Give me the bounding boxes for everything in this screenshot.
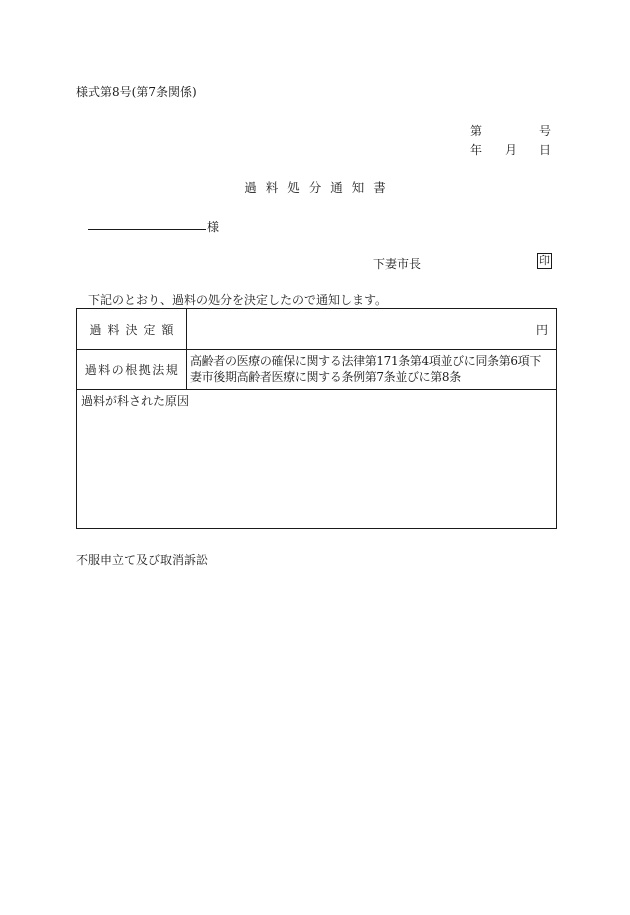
date-day-label: 日 xyxy=(539,143,552,157)
column-divider xyxy=(186,309,187,349)
appeal-heading: 不服申立て及び取消訴訟 xyxy=(76,553,209,567)
legal-basis-label: 過料の根拠法規 xyxy=(84,362,180,377)
column-divider xyxy=(186,349,187,389)
document-number-suffix: 号 xyxy=(539,124,552,138)
addressee-honorific: 様 xyxy=(207,220,220,234)
addressee-name-line xyxy=(88,229,206,230)
issuer-title: 下妻市長 xyxy=(373,257,422,271)
date-month-label: 月 xyxy=(505,143,518,157)
reason-label: 過料が科された原因 xyxy=(81,394,190,408)
amount-label: 過料決定額 xyxy=(89,322,180,337)
legal-basis-text: 高齢者の医療の確保に関する法律第171条第4項並びに同条第6項下妻市後期高齢者医療に関する条例第7条並びに第8条 xyxy=(190,354,541,384)
document-title: 過料処分通知書 xyxy=(244,180,395,195)
date-year-label: 年 xyxy=(470,143,483,157)
penalty-details-table xyxy=(76,308,557,529)
intro-text: 下記のとおり、過料の処分を決定したので通知します。 xyxy=(88,293,388,307)
legal-basis-row xyxy=(77,349,556,390)
reason-row xyxy=(77,389,556,528)
amount-row xyxy=(77,309,556,350)
form-number: 様式第8号(第7条関係) xyxy=(76,85,197,99)
amount-unit: 円 xyxy=(535,323,548,337)
document-number-prefix: 第 xyxy=(470,124,483,138)
seal-mark: 印 xyxy=(539,254,550,267)
